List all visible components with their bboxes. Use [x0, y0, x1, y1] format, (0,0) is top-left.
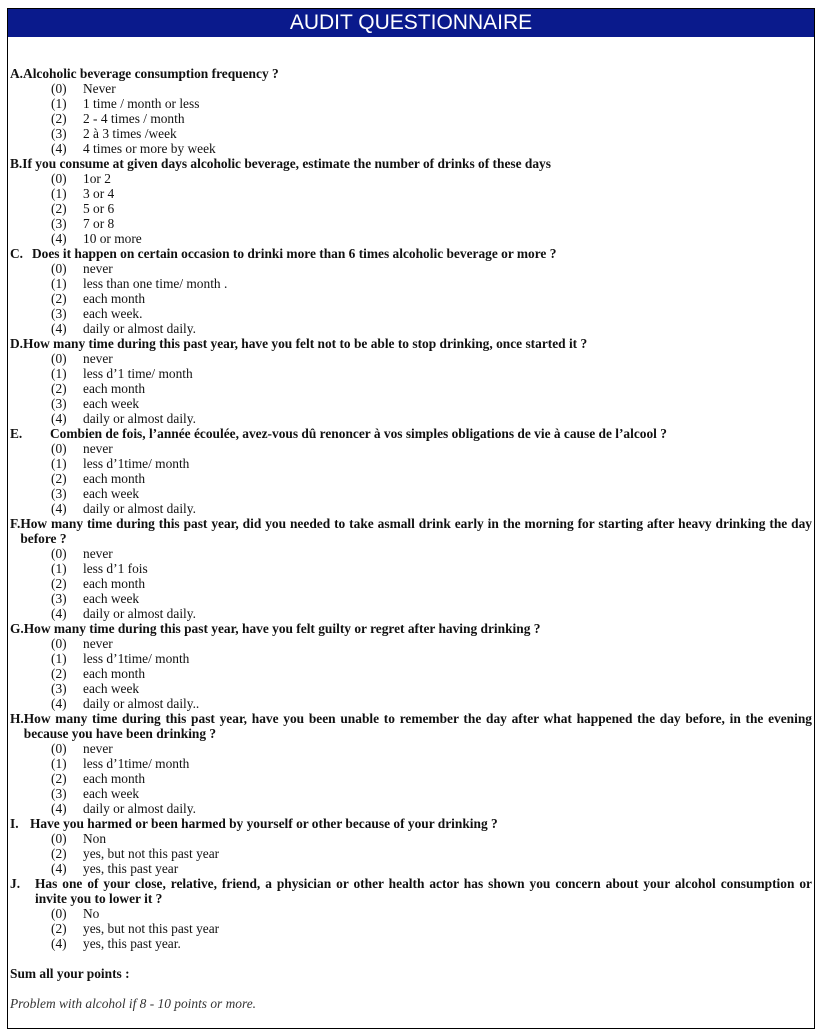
answer-label: yes, this past year	[83, 861, 179, 876]
question-c	[10, 246, 812, 261]
answer-option	[10, 126, 812, 141]
questionnaire-content	[10, 66, 812, 1011]
answer-label: each week	[83, 786, 140, 801]
answer-code: (1)	[51, 756, 67, 771]
page-title: AUDIT QUESTIONNAIRE	[8, 9, 814, 37]
answer-label: each week	[83, 681, 140, 696]
answer-option	[10, 606, 812, 621]
question-d	[10, 336, 812, 351]
answer-option	[10, 546, 812, 561]
answer-option	[10, 756, 812, 771]
answer-code: (0)	[51, 831, 67, 846]
question-text: Does it happen on certain occasion to drinki more than 6 times alcoholic beverage or more ?	[32, 246, 557, 261]
answer-option	[10, 591, 812, 606]
answer-code: (3)	[51, 591, 67, 606]
answer-code: (4)	[51, 801, 67, 816]
answer-label: 10 or more	[83, 231, 142, 246]
answer-label: never	[83, 741, 113, 756]
question-letter: A.	[10, 66, 24, 81]
question-text: How many time during this past year, have you been unable to remember the day after what happened the day before, in the evening because you have been drinking ?	[23, 711, 812, 741]
answer-code: (1)	[51, 96, 67, 111]
answer-code: (0)	[51, 81, 67, 96]
answer-option	[10, 771, 812, 786]
question-text: Have you harmed or been harmed by yourself or other because of your drinking ?	[30, 816, 498, 831]
answer-label: each week	[83, 486, 140, 501]
question-h	[10, 711, 812, 741]
answer-code: (1)	[51, 366, 67, 381]
answer-code: (2)	[51, 921, 67, 936]
answer-code: (4)	[51, 606, 67, 621]
answer-label: daily or almost daily.	[83, 501, 196, 516]
answer-code: (1)	[51, 561, 67, 576]
answer-code: (4)	[51, 321, 67, 336]
answer-code: (2)	[51, 201, 67, 216]
answer-option	[10, 846, 812, 861]
answer-label: each month	[83, 576, 146, 591]
answer-option	[10, 831, 812, 846]
answer-code: (3)	[51, 786, 67, 801]
answer-option	[10, 456, 812, 471]
answer-code: (3)	[51, 681, 67, 696]
answer-option	[10, 351, 812, 366]
question-letter: D.	[10, 336, 24, 351]
question-i	[10, 816, 812, 831]
question-text: Alcoholic beverage consumption frequency ?	[23, 66, 279, 81]
answer-option	[10, 636, 812, 651]
answer-code: (2)	[51, 576, 67, 591]
answer-label: 1or 2	[83, 171, 111, 186]
answer-option	[10, 666, 812, 681]
answer-code: (3)	[51, 126, 67, 141]
answer-option	[10, 576, 812, 591]
question-letter: H.	[10, 711, 24, 726]
answer-option	[10, 231, 812, 246]
answer-label: yes, this past year.	[83, 936, 181, 951]
question-letter: G.	[10, 621, 24, 636]
question-b	[10, 156, 812, 171]
answer-code: (0)	[51, 171, 67, 186]
answer-label: less d’1time/ month	[83, 651, 190, 666]
answer-option	[10, 396, 812, 411]
answer-option	[10, 366, 812, 381]
answer-option	[10, 321, 812, 336]
answer-label: each month	[83, 291, 146, 306]
answer-code: (1)	[51, 456, 67, 471]
answer-option	[10, 81, 812, 96]
question-j	[10, 876, 812, 906]
answer-code: (0)	[51, 351, 67, 366]
answer-code: (4)	[51, 501, 67, 516]
answer-option	[10, 651, 812, 666]
answer-label: yes, but not this past year	[83, 921, 220, 936]
answer-label: never	[83, 636, 113, 651]
answer-code: (4)	[51, 696, 67, 711]
question-letter: F.	[10, 516, 21, 531]
answer-option	[10, 441, 812, 456]
answer-code: (0)	[51, 441, 67, 456]
answer-option	[10, 486, 812, 501]
sum-label: Sum all your points :	[10, 966, 130, 981]
question-text: If you consume at given days alcoholic beverage, estimate the number of drinks of these days	[22, 156, 551, 171]
answer-code: (2)	[51, 291, 67, 306]
answer-label: each month	[83, 771, 146, 786]
answer-label: never	[83, 351, 113, 366]
answer-option	[10, 186, 812, 201]
answer-label: less than one time/ month .	[83, 276, 228, 291]
answer-option	[10, 411, 812, 426]
questionnaire-frame	[7, 8, 815, 1029]
question-letter: I.	[10, 816, 19, 831]
question-letter: B.	[10, 156, 23, 171]
question-text: How many time during this past year, have you felt not to be able to stop drinking, once started it ?	[23, 336, 588, 351]
answer-option	[10, 201, 812, 216]
answer-label: less d’1 fois	[83, 561, 148, 576]
answer-option	[10, 936, 812, 951]
answer-option	[10, 786, 812, 801]
answer-label: daily or almost daily.	[83, 606, 196, 621]
answer-label: less d’1 time/ month	[83, 366, 193, 381]
question-letter: E.	[10, 426, 23, 441]
answer-label: 3 or 4	[83, 186, 115, 201]
question-text: How many time during this past year, did you needed to take asmall drink early in the morning for starting after heavy drinking the day before ?	[20, 516, 812, 546]
answer-label: 5 or 6	[83, 201, 115, 216]
answer-code: (2)	[51, 111, 67, 126]
answer-code: (0)	[51, 906, 67, 921]
answer-option	[10, 261, 812, 276]
answer-code: (4)	[51, 936, 67, 951]
answer-label: daily or almost daily..	[83, 696, 200, 711]
answer-code: (0)	[51, 636, 67, 651]
answer-label: never	[83, 441, 113, 456]
answer-label: daily or almost daily.	[83, 801, 196, 816]
answer-option	[10, 801, 812, 816]
answer-code: (1)	[51, 276, 67, 291]
answer-code: (2)	[51, 771, 67, 786]
answer-code: (0)	[51, 546, 67, 561]
question-text: Has one of your close, relative, friend, a physician or other health actor has shown you concern about your alcohol consumption or invite you to lower it ?	[35, 876, 812, 906]
answer-label: 2 à 3 times /week	[83, 126, 177, 141]
answer-code: (3)	[51, 396, 67, 411]
question-f	[10, 516, 812, 546]
answer-code: (2)	[51, 666, 67, 681]
question-g	[10, 621, 812, 636]
answer-label: never	[83, 261, 113, 276]
answer-label: 1 time / month or less	[83, 96, 200, 111]
answer-option	[10, 696, 812, 711]
answer-code: (4)	[51, 411, 67, 426]
answer-option	[10, 276, 812, 291]
answer-label: less d’1time/ month	[83, 456, 190, 471]
answer-label: Non	[83, 831, 107, 846]
answer-label: less d’1time/ month	[83, 756, 190, 771]
answer-label: each week	[83, 396, 140, 411]
answer-label: each month	[83, 471, 146, 486]
answer-option	[10, 471, 812, 486]
answer-code: (3)	[51, 486, 67, 501]
question-text: Combien de fois, l’année écoulée, avez-vous dû renoncer à vos simples obligations de vie à cause de l’alcool ?	[50, 426, 667, 441]
question-text: How many time during this past year, have you felt guilty or regret after having drinking ?	[23, 621, 541, 636]
answer-option	[10, 861, 812, 876]
question-letter: J.	[10, 876, 21, 891]
question-a	[10, 66, 812, 81]
answer-code: (0)	[51, 741, 67, 756]
answer-label: each month	[83, 666, 146, 681]
answer-option	[10, 291, 812, 306]
answer-label: 2 - 4 times / month	[83, 111, 185, 126]
answer-option	[10, 141, 812, 156]
answer-option	[10, 96, 812, 111]
answer-option	[10, 381, 812, 396]
question-letter: C.	[10, 246, 24, 261]
answer-option	[10, 906, 812, 921]
answer-option	[10, 306, 812, 321]
answer-option	[10, 216, 812, 231]
scoring-note: Problem with alcohol if 8 - 10 points or more.	[10, 996, 256, 1011]
answer-label: daily or almost daily.	[83, 411, 196, 426]
answer-option	[10, 741, 812, 756]
answer-code: (2)	[51, 381, 67, 396]
answer-option	[10, 111, 812, 126]
question-e	[10, 426, 812, 441]
answer-code: (4)	[51, 141, 67, 156]
answer-label: each month	[83, 381, 146, 396]
answer-label: No	[83, 906, 100, 921]
answer-code: (4)	[51, 861, 67, 876]
answer-code: (3)	[51, 306, 67, 321]
answer-label: each week	[83, 591, 140, 606]
answer-label: 4 times or more by week	[83, 141, 216, 156]
answer-label: daily or almost daily.	[83, 321, 196, 336]
answer-option	[10, 171, 812, 186]
answer-code: (0)	[51, 261, 67, 276]
answer-code: (2)	[51, 471, 67, 486]
answer-label: 7 or 8	[83, 216, 115, 231]
answer-label: never	[83, 546, 113, 561]
answer-option	[10, 561, 812, 576]
answer-option	[10, 501, 812, 516]
answer-code: (3)	[51, 216, 67, 231]
answer-option	[10, 681, 812, 696]
answer-code: (1)	[51, 186, 67, 201]
answer-code: (1)	[51, 651, 67, 666]
answer-label: yes, but not this past year	[83, 846, 220, 861]
answer-label: Never	[83, 81, 116, 96]
answer-label: each week.	[83, 306, 143, 321]
answer-code: (4)	[51, 231, 67, 246]
answer-code: (2)	[51, 846, 67, 861]
answer-option	[10, 921, 812, 936]
